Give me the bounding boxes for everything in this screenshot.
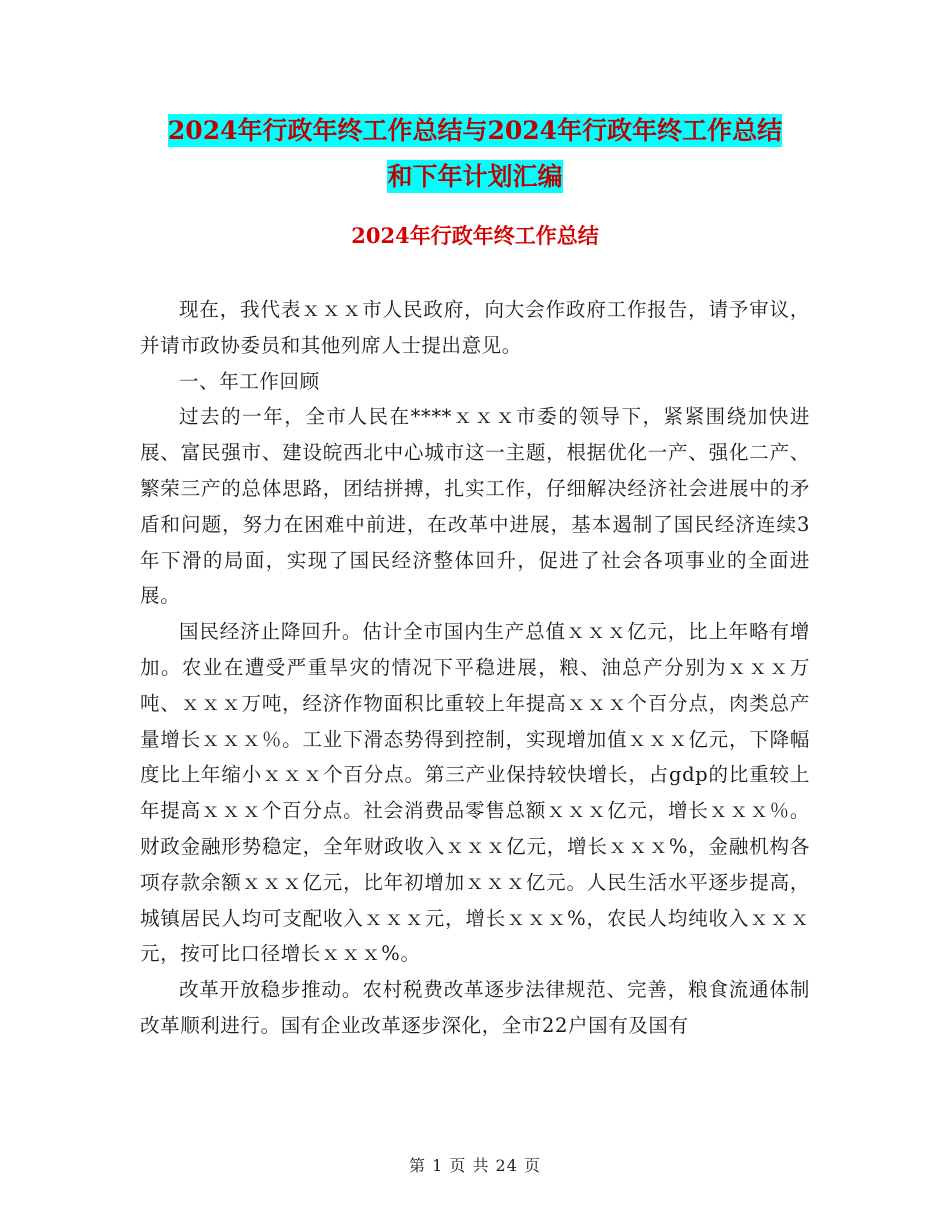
section-title: 2024年行政年终工作总结 <box>351 223 599 248</box>
paragraph-reform: 改革开放稳步推动。农村税费改革逐步法律规范、完善，粮食流通体制改革顺利进行。国有企业改革逐步深化，全市22户国有及国有 <box>140 978 810 1037</box>
paragraph-intro: 现在，我代表ｘｘｘ市人民政府，向大会作政府工作报告，请予审议，并请市政协委员和其他列席人士提出意见。 <box>140 298 810 357</box>
document-title <box>0 108 950 200</box>
body-text <box>140 292 810 1044</box>
paragraph-review: 过去的一年，全市人民在****ｘｘｘ市委的领导下，紧紧围绕加快进展、富民强市、建设皖西北中心城市这一主题，根据优化一产、强化二产、繁荣三产的总体思路，团结拼搏，扎实工作，仔细解决经济社会进展中的矛盾和问题，努力在困难中前进，在改革中进展，基本遏制了国民经济连续3年下滑的局面，实现了国民经济整体回升，促进了社会各项事业的全面进展。 <box>140 405 810 608</box>
title-line-2: 和下年计划汇编 <box>387 162 563 191</box>
title-line-1: 2024年行政年终工作总结与2024年行政年终工作总结 <box>167 116 783 145</box>
paragraph-heading: 一、年工作回顾 <box>179 369 320 393</box>
page-footer: 第 1 页 共 24 页 <box>409 1156 541 1175</box>
paragraph-economy: 国民经济止降回升。估计全市国内生产总值ｘｘｘ亿元，比上年略有增加。农业在遭受严重旱灾的情况下平稳进展，粮、油总产分别为ｘｘｘ万吨、ｘｘｘ万吨，经济作物面积比重较上年提高ｘｘｘ个百分点，肉类总产量增长ｘｘｘ％。工业下滑态势得到控制，实现增加值ｘｘｘ亿元，下降幅度比上年缩小ｘｘｘ个百分点。第三产业保持较快增长，占gdp的比重较上年提高ｘｘｘ个百分点。社会消费品零售总额ｘｘｘ亿元，增长ｘｘｘ％。财政金融形势稳定，全年财政收入ｘｘｘ亿元，增长ｘｘｘ%，金融机构各项存款余额ｘｘｘ亿元，比年初增加ｘｘｘ亿元。人民生活水平逐步提高，城镇居民人均可支配收入ｘｘｘ元，增长ｘｘｘ%，农民人均纯收入ｘｘｘ元，按可比口径增长ｘｘｘ%。 <box>140 620 810 966</box>
